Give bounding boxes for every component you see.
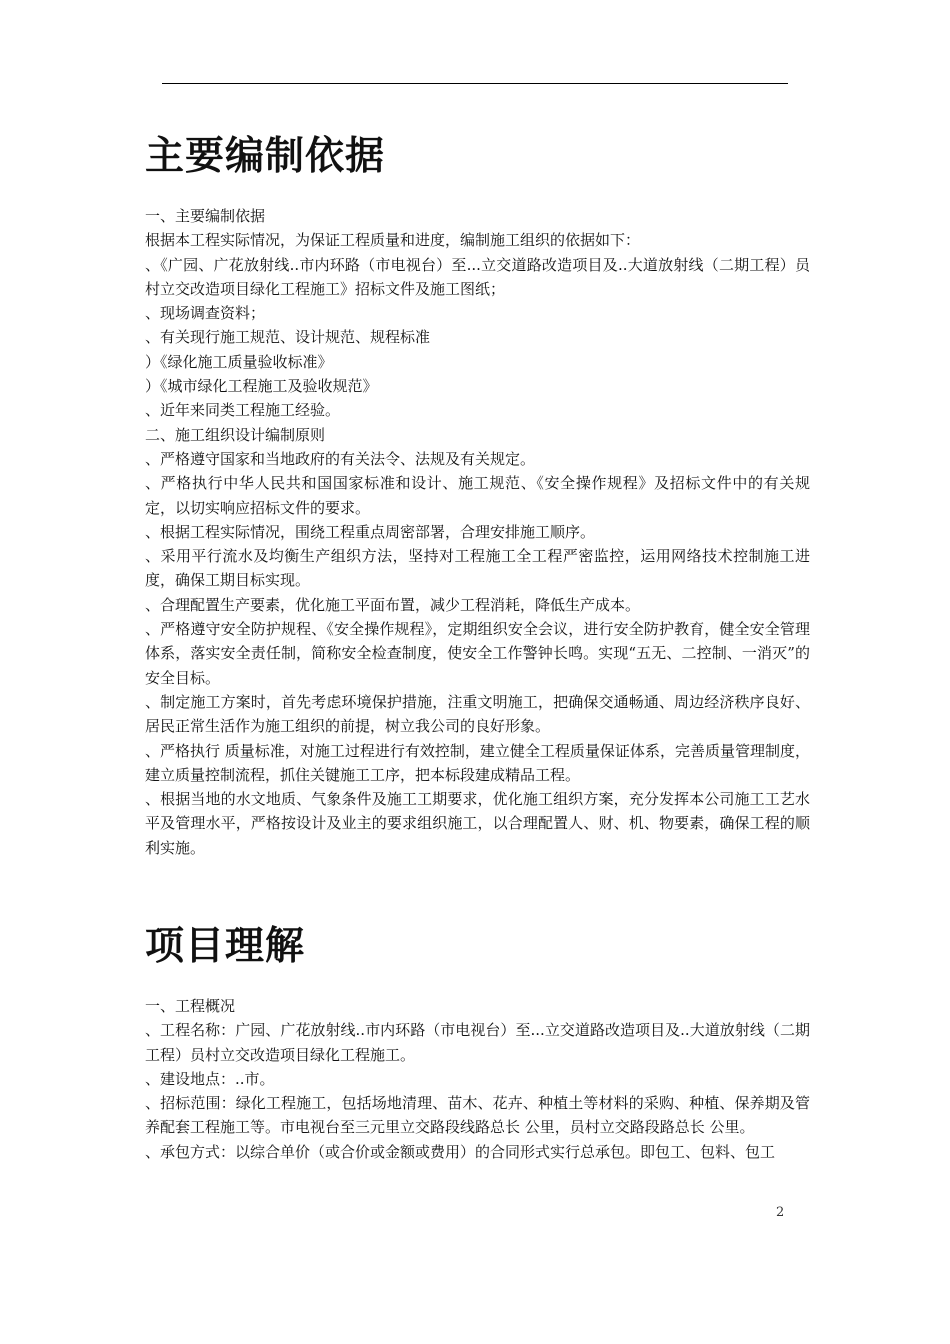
paragraph: 根据本工程实际情况，为保证工程质量和进度，编制施工组织的依据如下： bbox=[145, 231, 641, 250]
section-project-understanding bbox=[145, 922, 810, 1164]
section-heading: 主要编制依据 bbox=[145, 134, 386, 179]
section-compilation-basis bbox=[145, 132, 810, 860]
paragraph: ）《城市绿化工程施工及验收规范》 bbox=[145, 377, 378, 396]
paragraph: 、有关现行施工规范、设计规范、规程标准 bbox=[145, 328, 431, 347]
section-heading: 项目理解 bbox=[145, 924, 306, 969]
paragraph: 、招标范围：绿化工程施工，包括场地清理、苗木、花卉、种植土等材料的采购、种植、保养期及管养配套工程施工等。市电视台至三元里立交路段线路总长 公里，员村立交路段路总长 公里。 bbox=[145, 1094, 810, 1137]
paragraph: 、工程名称：广园、广花放射线..市内环路（市电视台）至...立交道路改造项目及..大道放射线（二期工程）员村立交改造项目绿化工程施工。 bbox=[145, 1021, 810, 1064]
paragraph: 、近年来同类工程施工经验。 bbox=[145, 401, 341, 420]
paragraph: 、严格执行中华人民共和国国家标准和设计、施工规范、《安全操作规程》及招标文件中的有关规定，以切实响应招标文件的要求。 bbox=[145, 474, 810, 517]
paragraph: 、建设地点：..市。 bbox=[145, 1069, 275, 1088]
header-rule bbox=[162, 83, 788, 84]
page-number: 2 bbox=[776, 1205, 785, 1220]
paragraph: 、《广园、广花放射线..市内环路（市电视台）至...立交道路改造项目及..大道放射线（二期工程）员村立交改造项目绿化工程施工》招标文件及施工图纸； bbox=[145, 255, 810, 298]
paragraph: 二、施工组织设计编制原则 bbox=[145, 425, 326, 444]
paragraph: 、严格遵守安全防护规程、《安全操作规程》，定期组织安全会议，进行安全防护教育，健全安全管理体系，落实安全责任制，简称安全检查制度，使安全工作警钟长鸣。实现“五无、二控制、一消灭”的安全目标。 bbox=[145, 620, 810, 687]
paragraph: 、承包方式：以综合单价（或合价或金额或费用）的合同形式实行总承包。即包工、包料、包工 bbox=[145, 1142, 776, 1161]
paragraph: 、合理配置生产要素，优化施工平面布置，减少工程消耗，降低生产成本。 bbox=[145, 595, 641, 614]
paragraph: 、根据当地的水文地质、气象条件及施工工期要求，优化施工组织方案，充分发挥本公司施工工艺水平及管理水平，严格按设计及业主的要求组织施工，以合理配置人、财、机、物要素，确保工程的顺利实施。 bbox=[145, 790, 810, 857]
paragraph: 、制定施工方案时，首先考虑环境保护措施，注重文明施工，把确保交通畅通、周边经济秩序良好、居民正常生活作为施工组织的前提，树立我公司的良好形象。 bbox=[145, 692, 810, 736]
paragraph: 、采用平行流水及均衡生产组织方法，坚持对工程施工全工程严密监控，运用网络技术控制施工进度，确保工期目标实现。 bbox=[145, 547, 810, 590]
paragraph: 、严格遵守国家和当地政府的有关法令、法规及有关规定。 bbox=[145, 449, 536, 468]
paragraph: 、现场调查资料； bbox=[145, 304, 266, 323]
paragraph: 、根据工程实际情况，围绕工程重点周密部署，合理安排施工顺序。 bbox=[145, 522, 596, 541]
paragraph: 一、主要编制依据 bbox=[145, 207, 266, 225]
paragraph: 、严格执行 质量标准，对施工过程进行有效控制，建立健全工程质量保证体系，完善质量管理制度，建立质量控制流程，抓住关键施工工序，把本标段建成精品工程。 bbox=[145, 741, 810, 784]
paragraph: 一、工程概况 bbox=[145, 997, 236, 1015]
paragraph: ）《绿化施工质量验收标准》 bbox=[145, 352, 333, 371]
